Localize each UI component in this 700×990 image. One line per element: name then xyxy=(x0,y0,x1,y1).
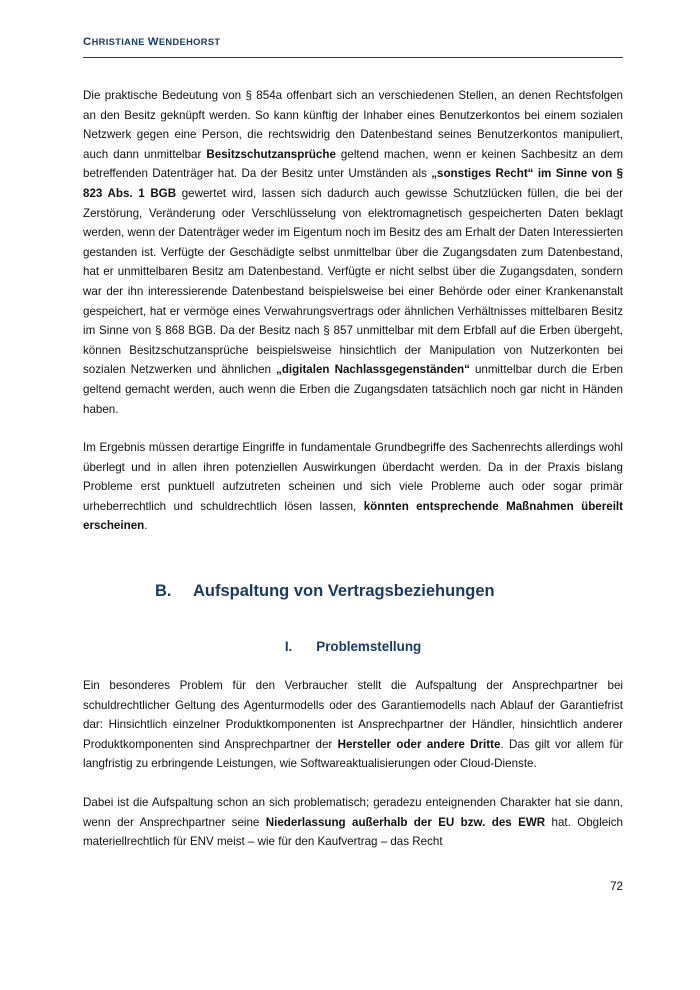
paragraph-4-text-a: Dabei ist die Aufspaltung schon an sich problematisch; geradezu enteignenden Charakter hat sie dann, wenn der Ansprechpartner seine xyxy=(83,796,623,829)
running-head: CHRISTIANE WENDEHORST xyxy=(83,36,221,48)
page-content xyxy=(83,36,623,852)
paragraph-1-text-d: unmittelbar durch die Erben geltend gemacht werden, auch wenn die Erben die Zugangsdaten tatsächlich noch gar nicht in Händen haben. xyxy=(83,363,623,416)
paragraph-2-bold-a: könnten entsprechende Maßnahmen übereilt erscheinen xyxy=(83,499,623,533)
heading-subsection-i xyxy=(83,639,623,654)
heading-section-b-number: B. xyxy=(155,582,172,601)
heading-section-b-title: Aufspaltung von Vertragsbeziehungen xyxy=(193,582,495,601)
paragraph-3-text-a: Ein besonderes Problem für den Verbraucher stellt die Aufspaltung der Ansprechpartner bei schuldrechtlicher Geltung des Agenturmodells oder des Garantiemodells nach Ablauf der Garantiefrist dar: Hinsichtlich einzelner Produktkomponenten ist Ansprechpartner der Händler, hinsichtlich anderer Produktkomponenten sind Ansprechpartner der xyxy=(83,679,623,751)
paragraph-3-bold-a: Hersteller oder andere Dritte xyxy=(337,737,501,751)
paragraph-3-text-b: . Das gilt vor allem für langfristig zu erbringende Leistungen, wie Softwareaktualisierungen oder Cloud-Dienste. xyxy=(83,737,624,771)
paragraph-4 xyxy=(83,793,623,852)
paragraph-1-text-b: geltend machen, wenn er keinen Sachbesitz an dem betreffenden Datenträger hat. Da der Besitz unter Umständen als xyxy=(83,147,624,181)
paragraph-1-bold-c: „digitalen Nachlassgegenständen“ xyxy=(276,363,470,377)
paragraph-1 xyxy=(83,86,623,419)
paragraph-2 xyxy=(83,438,623,536)
paragraph-1-bold-b: „sonstiges Recht“ im Sinne von § 823 Abs. 1 BGB xyxy=(83,167,624,200)
paragraph-2-text-b: . xyxy=(144,519,148,533)
heading-subsection-i-title: Problemstellung xyxy=(316,639,422,655)
paragraph-1-bold-a: Besitzschutzansprüche xyxy=(206,147,336,161)
paragraph-4-bold-a: Niederlassung außerhalb der EU bzw. des EWR xyxy=(265,815,546,829)
page-number: 72 xyxy=(610,880,623,893)
paragraph-2-text-a: Im Ergebnis müssen derartige Eingriffe in fundamentale Grundbegriffe des Sachenrechts allerdings wohl überlegt und in allen ihren potenziellen Auswirkungen überdacht werden. Da in der Praxis bislang Probleme erst punktuell aufzutreten scheinen und sich viele Probleme auch oder sogar primär urheberrechtlich und schuldrechtlich lösen lassen, xyxy=(83,441,623,513)
paragraph-1-text-c: gewertet wird, lassen sich dadurch auch gewisse Schutzlücken füllen, die bei der Zerstörung, Veränderung oder Verschlüsselung von elektromagnetisch gespeicherten Daten beklagt werden, wenn der Datenträger weder im Eigentum noch im Besitz des am Erhalt der Daten Interessierten gestanden ist. Verfügte der Geschädigte selbst unmittelbar über die Zugangsdaten zum Datenbestand, hat er unmittelbaren Besitz am Datenbestand. Verfügte er nicht selbst über die Zugangsdaten, sondern war der ihn interessierende Datenbestand beispielsweise bei einer Behörde oder einer Krankenanstalt gespeichert, hat er vermöge eines Verwahrungsvertrags oder ähnlichen Verhältnisses mittelbaren Besitz im Sinne von § 868 BGB. Da der Besitz nach § 857 unmittelbar mit dem Erbfall auf die Erben übergeht, können Besitzschutzansprüche beispielsweise hinsichtlich der Manipulation von Nutzerkonten bei sozialen Netzwerken und ähnlichen xyxy=(83,186,624,377)
paragraph-1-text-a: Die praktische Bedeutung von § 854a offenbart sich an verschiedenen Stellen, an denen Rechtsfolgen an den Besitz geknüpft werden. So kann künftig der Inhaber eines Benutzerkontos bei einem sozialen Netzwerk gegen eine Person, die rechtswidrig den Datenbestand seines Benutzerkontos manipuliert, auch dann unmittelbar xyxy=(83,89,623,161)
paragraph-3 xyxy=(83,676,623,774)
heading-subsection-i-number: I. xyxy=(284,639,293,655)
paragraph-4-text-b: hat. Obgleich materiellrechtlich für ENV meist – wie für den Kaufvertrag – das Recht xyxy=(83,815,623,849)
heading-section-b xyxy=(83,582,623,601)
